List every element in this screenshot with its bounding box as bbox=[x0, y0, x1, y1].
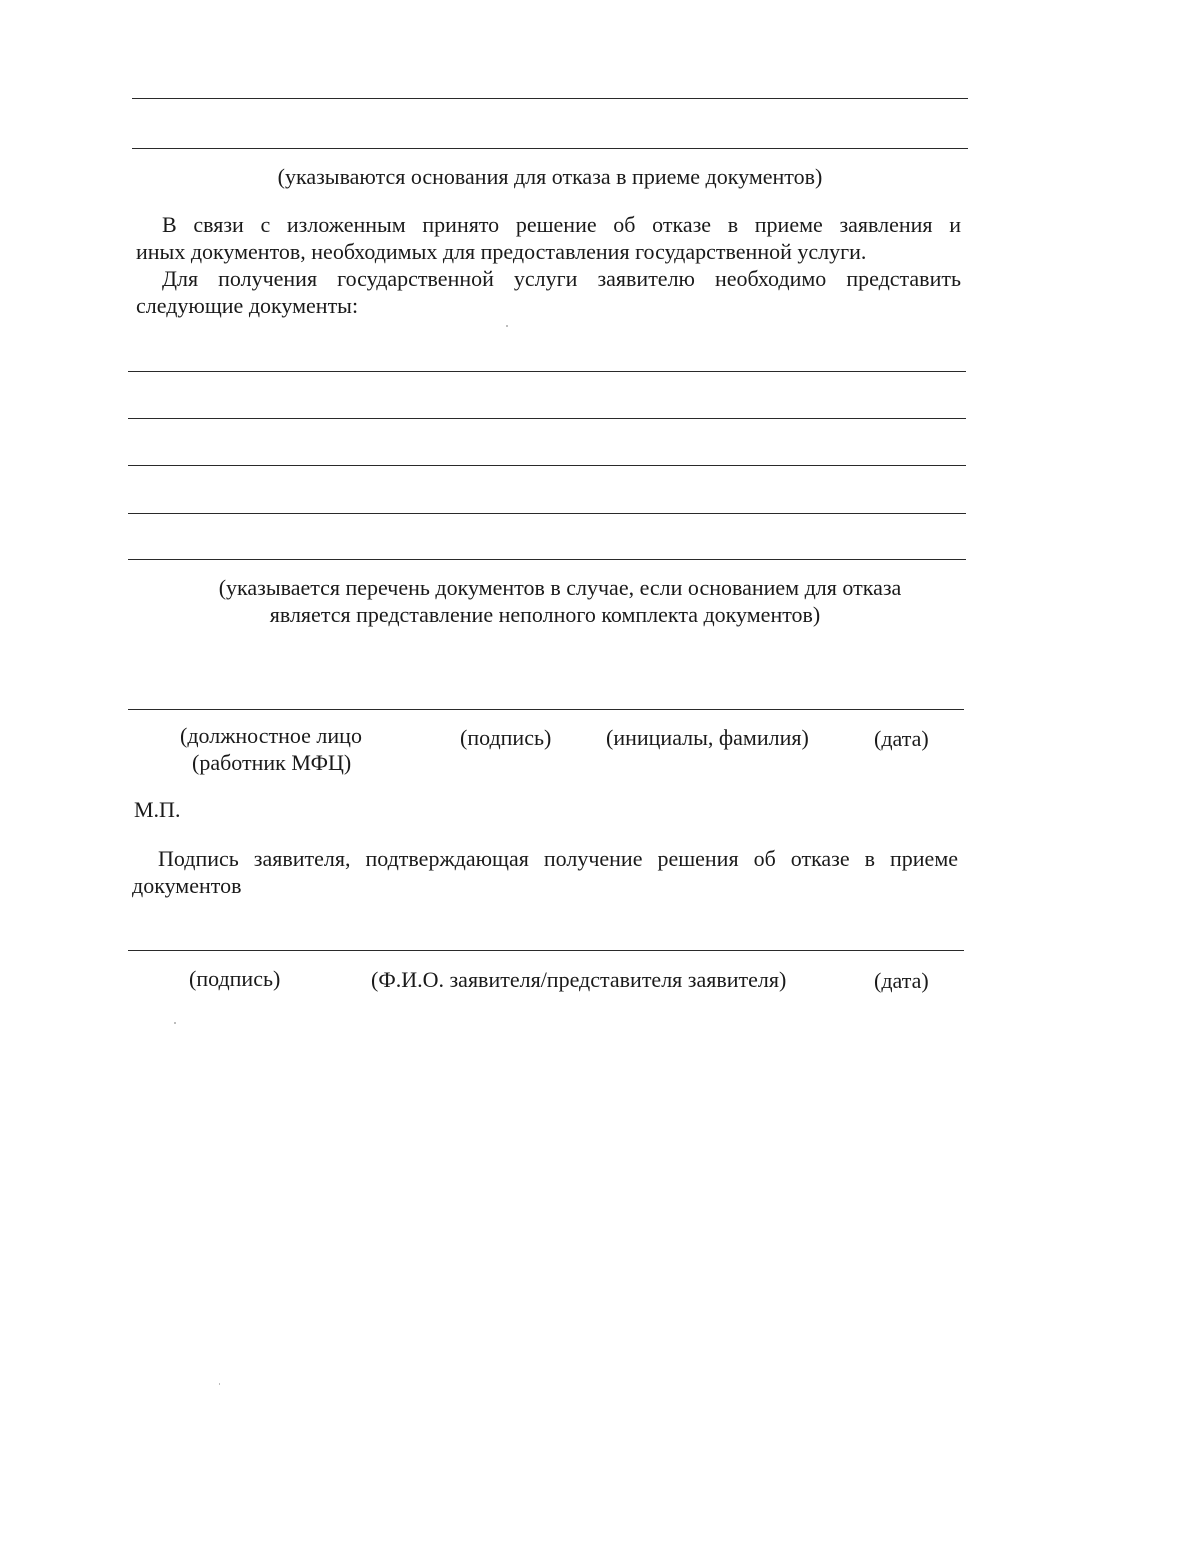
documents-caption-line-2: является представление неполного комплекта документов) bbox=[269, 602, 821, 627]
decision-line-4: следующие документы: bbox=[136, 293, 359, 318]
documents-line-5 bbox=[128, 559, 966, 560]
grounds-caption: (указываются основания для отказа в приеме документов) bbox=[277, 164, 823, 189]
applicant-date-label: (дата) bbox=[874, 968, 929, 993]
applicant-name-label: (Ф.И.О. заявителя/представителя заявителя) bbox=[371, 967, 787, 992]
official-position-line-2: (работник МФЦ) bbox=[192, 750, 352, 775]
official-position-line-1: (должностное лицо bbox=[180, 723, 362, 748]
official-name-label: (инициалы, фамилия) bbox=[606, 725, 809, 750]
stamp-label: М.П. bbox=[134, 797, 181, 822]
applicant-confirmation bbox=[132, 845, 958, 899]
documents-line-3 bbox=[128, 465, 966, 466]
decision-line-2: иных документов, необходимых для предоставления государственной услуги. bbox=[136, 239, 867, 264]
applicant-confirmation-line-1: Подпись заявителя, подтверждающая получение решения об отказе в приеме bbox=[158, 846, 958, 871]
documents-line-2 bbox=[128, 418, 966, 419]
official-signature-line bbox=[128, 709, 964, 710]
grounds-line-1 bbox=[132, 98, 968, 99]
decision-paragraph bbox=[136, 211, 961, 319]
scan-speck bbox=[506, 325, 508, 327]
decision-line-3: Для получения государственной услуги заявителю необходимо представить bbox=[162, 266, 961, 291]
applicant-confirmation-line-2: документов bbox=[132, 873, 242, 898]
applicant-signature-line bbox=[128, 950, 964, 951]
applicant-signature-label: (подпись) bbox=[189, 966, 281, 991]
documents-line-4 bbox=[128, 513, 966, 514]
documents-caption-line-1: (указывается перечень документов в случае, если основанием для отказа bbox=[218, 575, 902, 600]
scan-speck bbox=[219, 1383, 220, 1385]
grounds-line-2 bbox=[132, 148, 968, 149]
official-date-label: (дата) bbox=[874, 726, 929, 751]
official-signature-label: (подпись) bbox=[460, 725, 552, 750]
decision-line-1: В связи с изложенным принято решение об отказе в приеме заявления и bbox=[162, 212, 961, 237]
documents-line-1 bbox=[128, 371, 966, 372]
scan-speck bbox=[174, 1022, 176, 1024]
